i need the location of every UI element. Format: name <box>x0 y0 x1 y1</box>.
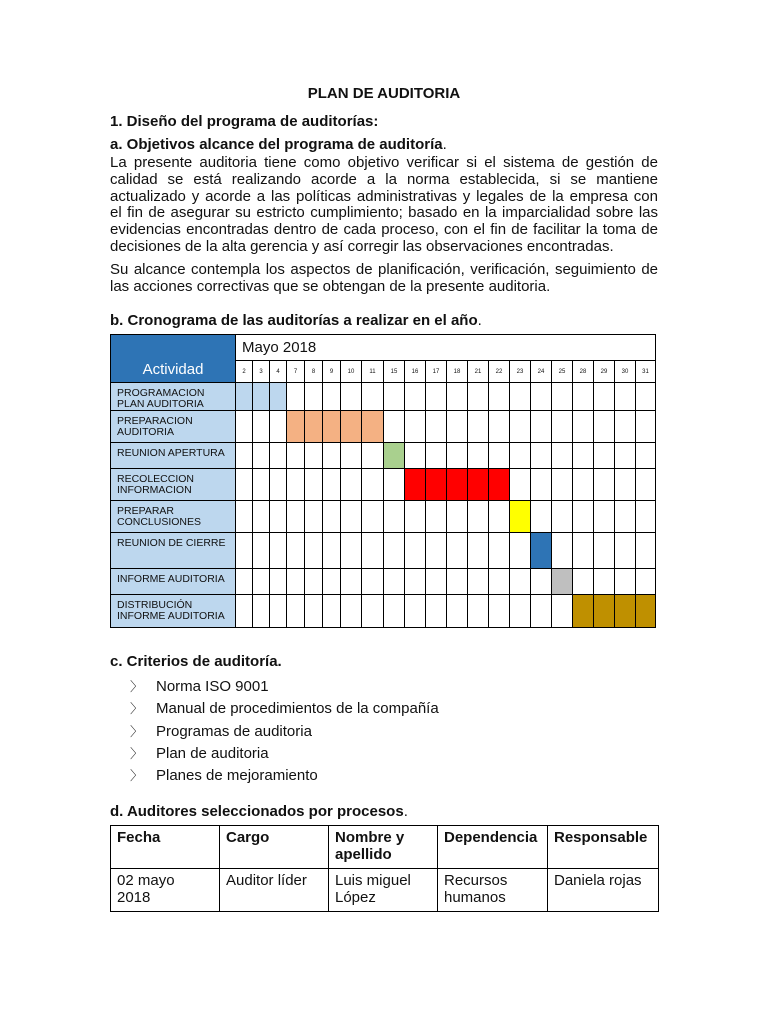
gantt-bar-cell <box>426 469 447 501</box>
gantt-row <box>111 443 656 469</box>
gantt-cell <box>405 383 426 411</box>
gantt-cell <box>426 595 447 628</box>
gantt-cell <box>615 469 636 501</box>
gantt-cell <box>531 443 552 469</box>
gantt-bar-cell <box>615 595 636 628</box>
task-label <box>111 569 236 595</box>
gantt-cell <box>323 443 341 469</box>
gantt-cell <box>323 569 341 595</box>
gantt-cell <box>323 469 341 501</box>
gantt-bar-cell <box>489 469 510 501</box>
day-header: 23 <box>510 361 531 383</box>
gantt-bar-cell <box>447 469 468 501</box>
gantt-cell <box>447 443 468 469</box>
gantt-cell <box>341 533 362 569</box>
gantt-cell <box>552 469 573 501</box>
gantt-bar-cell <box>341 411 362 443</box>
criteria-text: Norma ISO 9001 <box>156 678 269 695</box>
task-label-line: INFORMACION <box>117 484 192 496</box>
gantt-cell <box>270 533 287 569</box>
day-header: 3 <box>253 361 270 383</box>
gantt-cell <box>468 501 489 533</box>
section-1-heading: 1. Diseño del programa de auditorías: <box>110 113 379 130</box>
gantt-cell <box>287 501 305 533</box>
day-header: 11 <box>362 361 384 383</box>
cell-text: apellido <box>335 845 392 863</box>
gantt-row <box>111 383 656 411</box>
gantt-cell <box>287 469 305 501</box>
cell-text: Fecha <box>117 829 161 846</box>
day-header: 10 <box>341 361 362 383</box>
gantt-cell <box>489 383 510 411</box>
day-header: 25 <box>552 361 573 383</box>
gantt-cell <box>510 569 531 595</box>
task-label <box>111 383 236 411</box>
gantt-cell <box>594 411 615 443</box>
gantt-row <box>111 469 656 501</box>
gantt-cell <box>384 569 405 595</box>
gantt-cell <box>531 501 552 533</box>
gantt-cell <box>287 533 305 569</box>
gantt-cell <box>405 569 426 595</box>
scope-line: las acciones correctivas que se obtengan de la presente auditoria. <box>110 277 551 295</box>
gantt-cell <box>253 595 270 628</box>
task-label-line: INFORME AUDITORIA <box>117 573 225 585</box>
objective-paragraph <box>110 155 658 256</box>
gantt-cell <box>305 533 323 569</box>
gantt-cell <box>573 469 594 501</box>
section-b-heading: b. Cronograma de las auditorías a realizar en el año. <box>110 312 482 329</box>
gantt-cell <box>236 569 253 595</box>
bullet-arrow-icon: 〉 <box>130 701 144 717</box>
day-header: 17 <box>426 361 447 383</box>
gantt-bar-cell <box>323 411 341 443</box>
gantt-cell <box>552 501 573 533</box>
gantt-cell <box>405 443 426 469</box>
gantt-cell <box>323 595 341 628</box>
day-header: 9 <box>323 361 341 383</box>
gantt-cell <box>447 569 468 595</box>
task-label-line: PREPARACION <box>117 415 193 427</box>
auditors-row-cell <box>329 869 438 912</box>
auditors-row <box>111 869 659 912</box>
gantt-row <box>111 501 656 533</box>
gantt-cell <box>253 501 270 533</box>
day-header: 18 <box>447 361 468 383</box>
gantt-cell <box>305 595 323 628</box>
gantt-cell <box>468 533 489 569</box>
gantt-cell <box>236 595 253 628</box>
gantt-cell <box>426 383 447 411</box>
gantt-cell <box>552 533 573 569</box>
gantt-cell <box>615 411 636 443</box>
auditors-header-row-cell <box>329 826 438 869</box>
criteria-text: Manual de procedimientos de la compañía <box>156 700 439 718</box>
cell-text: humanos <box>444 888 506 906</box>
cell-text: Nombre y <box>335 829 405 846</box>
cell-text: López <box>335 888 376 906</box>
gantt-cell <box>253 469 270 501</box>
gantt-cell <box>552 411 573 443</box>
cell-text: Dependencia <box>444 829 538 846</box>
cell-text: Cargo <box>226 829 270 846</box>
day-header: 16 <box>405 361 426 383</box>
day-header: 2 <box>236 361 253 383</box>
gantt-cell <box>447 533 468 569</box>
gantt-cell <box>253 411 270 443</box>
gantt-cell <box>287 595 305 628</box>
section-c-heading: c. Criterios de auditoría. <box>110 653 282 670</box>
gantt-cell <box>405 533 426 569</box>
gantt-cell <box>270 411 287 443</box>
gantt-cell <box>489 501 510 533</box>
gantt-cell <box>510 443 531 469</box>
gantt-cell <box>468 383 489 411</box>
criteria-item <box>130 698 439 717</box>
gantt-cell <box>594 469 615 501</box>
gantt-cell <box>270 501 287 533</box>
gantt-cell <box>489 569 510 595</box>
cell-text: 02 mayo <box>117 872 175 889</box>
gantt-row <box>111 411 656 443</box>
gantt-cell <box>362 469 384 501</box>
bullet-arrow-icon: 〉 <box>130 745 144 761</box>
gantt-cell <box>362 443 384 469</box>
gantt-bar-cell <box>270 383 287 411</box>
month-header: Mayo 2018 <box>236 335 656 361</box>
criteria-text: Plan de auditoria <box>156 744 269 762</box>
objective-line: actualizado y acorde a las políticas administrativas y legales de la empresa con <box>110 187 658 205</box>
cell-text: Responsable <box>554 829 648 846</box>
gantt-cell <box>468 443 489 469</box>
task-label <box>111 501 236 533</box>
task-label-line: AUDITORIA <box>117 426 174 438</box>
gantt-row <box>111 533 656 569</box>
section-a-heading: a. Objetivos alcance del programa de auditoría. <box>110 136 447 153</box>
gantt-cell <box>236 443 253 469</box>
gantt-cell <box>573 501 594 533</box>
gantt-cell <box>510 411 531 443</box>
gantt-cell <box>236 533 253 569</box>
gantt-cell <box>341 569 362 595</box>
gantt-cell <box>447 595 468 628</box>
day-header: 31 <box>636 361 656 383</box>
gantt-cell <box>426 443 447 469</box>
gantt-cell <box>405 595 426 628</box>
criteria-item <box>130 721 312 740</box>
gantt-cell <box>615 533 636 569</box>
gantt-cell <box>323 533 341 569</box>
task-label-line: PLAN AUDITORIA <box>117 398 204 410</box>
criteria-item <box>130 743 269 762</box>
gantt-cell <box>636 469 656 501</box>
gantt-cell <box>341 383 362 411</box>
gantt-bar-cell <box>287 411 305 443</box>
day-header: 30 <box>615 361 636 383</box>
gantt-chart <box>110 334 656 628</box>
gantt-cell <box>405 411 426 443</box>
gantt-cell <box>510 595 531 628</box>
gantt-cell <box>594 443 615 469</box>
task-label-line: REUNION DE CIERRE <box>117 537 226 549</box>
task-label <box>111 595 236 628</box>
gantt-cell <box>253 443 270 469</box>
gantt-cell <box>341 595 362 628</box>
gantt-bar-cell <box>510 501 531 533</box>
gantt-bar-cell <box>236 383 253 411</box>
gantt-cell <box>362 501 384 533</box>
criteria-item <box>130 765 318 784</box>
gantt-cell <box>531 411 552 443</box>
gantt-cell <box>253 569 270 595</box>
gantt-cell <box>426 533 447 569</box>
gantt-bar-cell <box>531 533 552 569</box>
auditors-row-cell <box>220 869 329 912</box>
gantt-cell <box>362 533 384 569</box>
gantt-cell <box>573 569 594 595</box>
cell-text: Daniela rojas <box>554 872 642 889</box>
gantt-cell <box>305 469 323 501</box>
gantt-cell <box>426 501 447 533</box>
bullet-arrow-icon: 〉 <box>130 723 144 739</box>
gantt-bar-cell <box>594 595 615 628</box>
activity-header <box>111 335 236 383</box>
day-header: 29 <box>594 361 615 383</box>
gantt-cell <box>615 443 636 469</box>
task-label-line: RECOLECCION <box>117 473 195 485</box>
gantt-cell <box>426 411 447 443</box>
gantt-cell <box>552 383 573 411</box>
gantt-row <box>111 569 656 595</box>
gantt-cell <box>636 501 656 533</box>
cell-text: 2018 <box>117 888 151 906</box>
gantt-cell <box>447 501 468 533</box>
gantt-bar-cell <box>636 595 656 628</box>
auditors-header-row <box>111 826 659 869</box>
auditors-header-row-cell <box>438 826 548 869</box>
page-title: PLAN DE AUDITORIA <box>307 85 461 102</box>
cell-text: Luis miguel <box>335 872 411 889</box>
gantt-cell <box>489 533 510 569</box>
gantt-cell <box>552 595 573 628</box>
gantt-cell <box>287 569 305 595</box>
activity-header-label: Actividad <box>142 361 204 378</box>
gantt-cell <box>531 569 552 595</box>
gantt-bar-cell <box>362 411 384 443</box>
task-label-line: PREPARAR <box>117 505 174 517</box>
task-label <box>111 443 236 469</box>
gantt-cell <box>636 443 656 469</box>
gantt-bar-cell <box>573 595 594 628</box>
gantt-cell <box>323 501 341 533</box>
gantt-bar-cell <box>552 569 573 595</box>
gantt-cell <box>531 595 552 628</box>
gantt-cell <box>305 501 323 533</box>
auditors-header-row-cell <box>548 826 659 869</box>
gantt-cell <box>384 383 405 411</box>
gantt-cell <box>594 533 615 569</box>
task-label-line: CONCLUSIONES <box>117 516 202 528</box>
gantt-cell <box>594 501 615 533</box>
gantt-cell <box>615 569 636 595</box>
gantt-cell <box>405 501 426 533</box>
auditors-header-row-cell <box>111 826 220 869</box>
auditors-table <box>110 825 659 912</box>
gantt-cell <box>384 501 405 533</box>
day-header: 28 <box>573 361 594 383</box>
task-label <box>111 411 236 443</box>
gantt-cell <box>489 411 510 443</box>
gantt-cell <box>384 469 405 501</box>
gantt-cell <box>305 443 323 469</box>
gantt-bar-cell <box>384 443 405 469</box>
gantt-cell <box>573 533 594 569</box>
gantt-cell <box>270 443 287 469</box>
objective-line: decisiones de la alta gerencia y así corregir las observaciones encontradas. <box>110 237 614 255</box>
gantt-cell <box>287 443 305 469</box>
gantt-cell <box>636 383 656 411</box>
gantt-cell <box>636 533 656 569</box>
gantt-cell <box>510 533 531 569</box>
gantt-cell <box>447 383 468 411</box>
gantt-cell <box>384 411 405 443</box>
gantt-cell <box>236 411 253 443</box>
gantt-cell <box>573 443 594 469</box>
auditors-row-cell <box>111 869 220 912</box>
task-label-line: INFORME AUDITORIA <box>117 610 225 622</box>
objective-line: el fin de asegurar su estricto cumplimiento; basado en la imparcialidad sobre las <box>110 204 658 222</box>
objective-line: calidad se está realizando acorde a la norma establecida, si se mantiene <box>110 170 658 188</box>
gantt-cell <box>447 411 468 443</box>
gantt-bar-cell <box>253 383 270 411</box>
gantt-cell <box>552 443 573 469</box>
gantt-cell <box>384 595 405 628</box>
gantt-cell <box>615 383 636 411</box>
cell-text: Auditor líder <box>226 872 307 889</box>
gantt-cell <box>615 501 636 533</box>
gantt-bar-cell <box>468 469 489 501</box>
gantt-cell <box>270 469 287 501</box>
gantt-cell <box>636 411 656 443</box>
task-label <box>111 533 236 569</box>
gantt-cell <box>341 469 362 501</box>
gantt-cell <box>236 469 253 501</box>
gantt-cell <box>270 569 287 595</box>
gantt-cell <box>362 569 384 595</box>
gantt-row <box>111 595 656 628</box>
gantt-cell <box>253 533 270 569</box>
scope-paragraph <box>110 262 658 296</box>
gantt-cell <box>341 501 362 533</box>
task-label <box>111 469 236 501</box>
auditors-row-cell <box>548 869 659 912</box>
gantt-cell <box>531 469 552 501</box>
gantt-cell <box>305 569 323 595</box>
objective-line: La presente auditoria tiene como objetivo verificar si el sistema de gestión de <box>110 154 658 171</box>
gantt-cell <box>594 569 615 595</box>
gantt-bar-cell <box>405 469 426 501</box>
criteria-text: Programas de auditoria <box>156 722 312 740</box>
day-header: 22 <box>489 361 510 383</box>
gantt-cell <box>636 569 656 595</box>
section-d-heading: d. Auditores seleccionados por procesos. <box>110 803 408 820</box>
day-header: 8 <box>305 361 323 383</box>
gantt-cell <box>270 595 287 628</box>
criteria-text: Planes de mejoramiento <box>156 767 318 785</box>
criteria-item <box>130 676 269 695</box>
gantt-cell <box>426 569 447 595</box>
gantt-cell <box>362 383 384 411</box>
bullet-arrow-icon: 〉 <box>130 679 144 694</box>
gantt-cell <box>287 383 305 411</box>
gantt-cell <box>594 383 615 411</box>
gantt-cell <box>510 469 531 501</box>
auditors-header-row-cell <box>220 826 329 869</box>
bullet-arrow-icon: 〉 <box>130 768 144 784</box>
gantt-cell <box>468 411 489 443</box>
day-header: 7 <box>287 361 305 383</box>
scope-line: Su alcance contempla los aspectos de planificación, verificación, seguimiento de <box>110 261 658 278</box>
day-header: 24 <box>531 361 552 383</box>
gantt-cell <box>468 595 489 628</box>
day-header: 21 <box>468 361 489 383</box>
task-label-line: PROGRAMACION <box>117 387 205 399</box>
day-header: 4 <box>270 361 287 383</box>
gantt-cell <box>323 383 341 411</box>
cell-text: Recursos <box>444 872 508 889</box>
gantt-cell <box>305 383 323 411</box>
gantt-cell <box>510 383 531 411</box>
gantt-cell <box>531 383 552 411</box>
gantt-cell <box>468 569 489 595</box>
gantt-cell <box>362 595 384 628</box>
auditors-row-cell <box>438 869 548 912</box>
objective-line: evidencias encontradas dentro de cada proceso, con el fin de facilitar la toma de <box>110 221 658 239</box>
gantt-cell <box>236 501 253 533</box>
task-label-line: DISTRIBUCIÓN <box>117 599 193 611</box>
gantt-cell <box>573 383 594 411</box>
gantt-cell <box>489 595 510 628</box>
gantt-cell <box>384 533 405 569</box>
day-header: 15 <box>384 361 405 383</box>
task-label-line: REUNION APERTURA <box>117 447 225 459</box>
gantt-cell <box>489 443 510 469</box>
gantt-bar-cell <box>305 411 323 443</box>
gantt-cell <box>341 443 362 469</box>
gantt-cell <box>573 411 594 443</box>
